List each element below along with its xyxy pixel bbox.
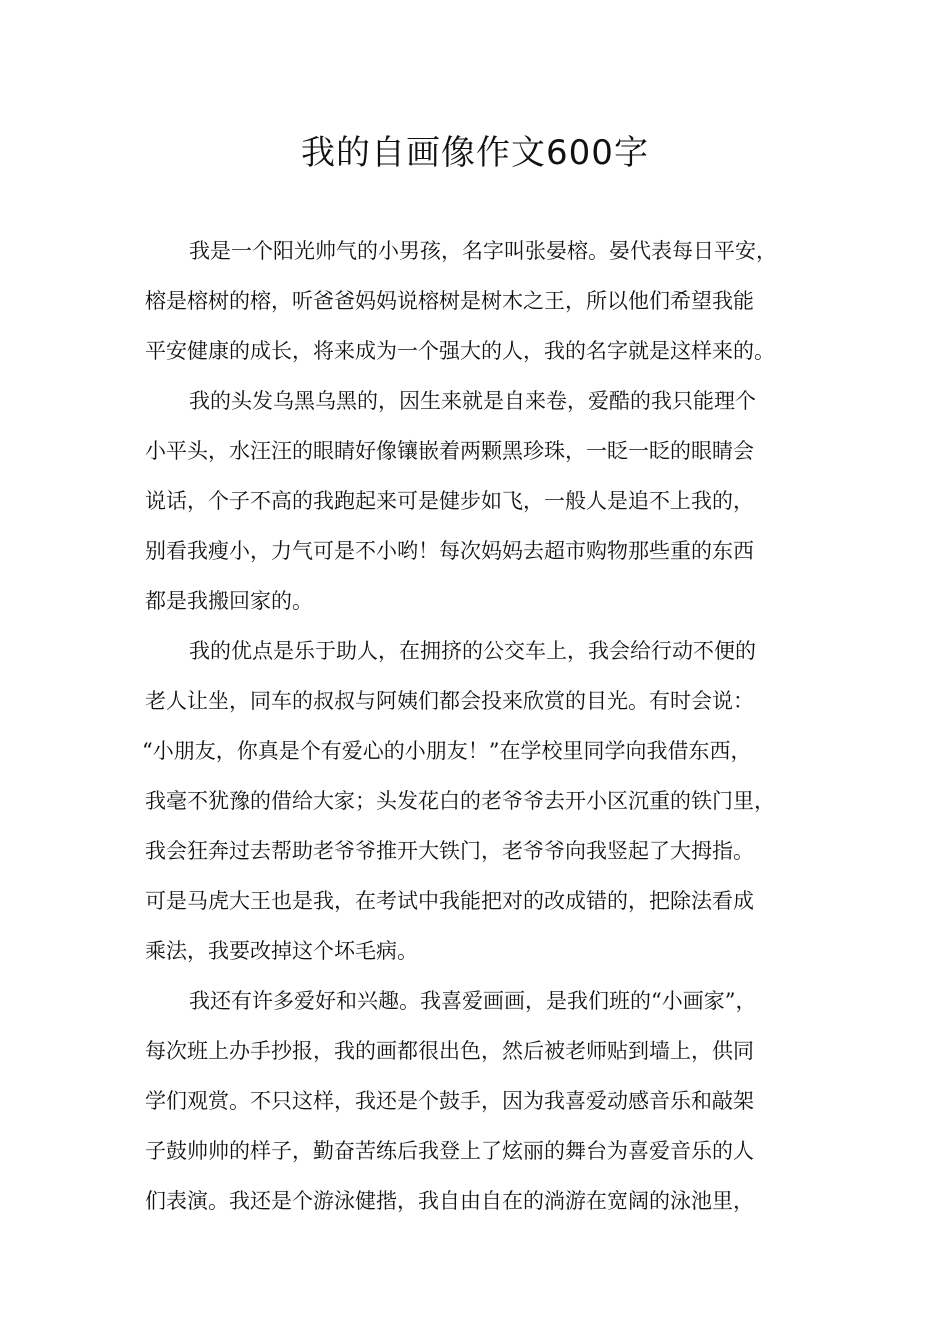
paragraph-1-line-1: 我是一个阳光帅气的小男孩，名字叫张晏榕。晏代表每日平安，: [189, 239, 777, 263]
paragraph-2-line-3: 说话，个子不高的我跑起来可是健步如飞，一般人是追不上我的，: [145, 489, 754, 513]
document-body: [142, 226, 835, 1226]
paragraph-3-line-5: 我会狂奔过去帮助老爷爷推开大铁门，老爷爷向我竖起了大拇指。: [145, 839, 754, 863]
paragraph-4-line-4: 子鼓帅帅的样子，勤奋苦练后我登上了炫丽的舞台为喜爱音乐的人: [145, 1139, 754, 1163]
paragraph-1-line-2: 榕是榕树的榕，听爸爸妈妈说榕树是树木之王，所以他们希望我能: [145, 289, 754, 313]
paragraph-4-line-3: 学们观赏。不只这样，我还是个鼓手，因为我喜爱动感音乐和敲架: [145, 1089, 754, 1113]
paragraph-3-line-3: “小朋友，你真是个有爱心的小朋友！”在学校里同学向我借东西，: [142, 739, 752, 763]
paragraph-4-line-2: 每次班上办手抄报，我的画都很出色，然后被老师贴到墙上，供同: [145, 1039, 754, 1063]
paragraph-3-line-7: 乘法，我要改掉这个坏毛病。: [145, 939, 418, 963]
paragraph-4-line-1: 我还有许多爱好和兴趣。我喜爱画画，是我们班的“小画家”，: [189, 989, 757, 1013]
paragraph-1-line-3: 平安健康的成长，将来成为一个强大的人，我的名字就是这样来的。: [145, 339, 775, 363]
paragraph-2-line-4: 别看我瘦小，力气可是不小哟！每次妈妈去超市购物那些重的东西: [145, 539, 754, 563]
paragraph-3-line-4: 我毫不犹豫的借给大家；头发花白的老爷爷去开小区沉重的铁门里，: [145, 789, 775, 813]
paragraph-3-line-2: 老人让坐，同车的叔叔与阿姨们都会投来欣赏的目光。有时会说：: [145, 689, 754, 713]
paragraph-2-line-2: 小平头，水汪汪的眼睛好像镶嵌着两颗黑珍珠，一眨一眨的眼睛会: [145, 439, 754, 463]
paragraph-3-line-1: 我的优点是乐于助人，在拥挤的公交车上，我会给行动不便的: [189, 639, 756, 663]
document-title: 我的自画像作文600字: [301, 133, 649, 173]
paragraph-3-line-6: 可是马虎大王也是我，在考试中我能把对的改成错的，把除法看成: [145, 889, 754, 913]
paragraph-2-line-5: 都是我搬回家的。: [145, 589, 313, 613]
paragraph-4-line-5: 们表演。我还是个游泳健揩，我自由自在的淌游在宽阔的泳池里，: [145, 1189, 754, 1213]
paragraph-2-line-1: 我的头发乌黑乌黑的，因生来就是自来卷，爱酷的我只能理个: [189, 389, 756, 413]
